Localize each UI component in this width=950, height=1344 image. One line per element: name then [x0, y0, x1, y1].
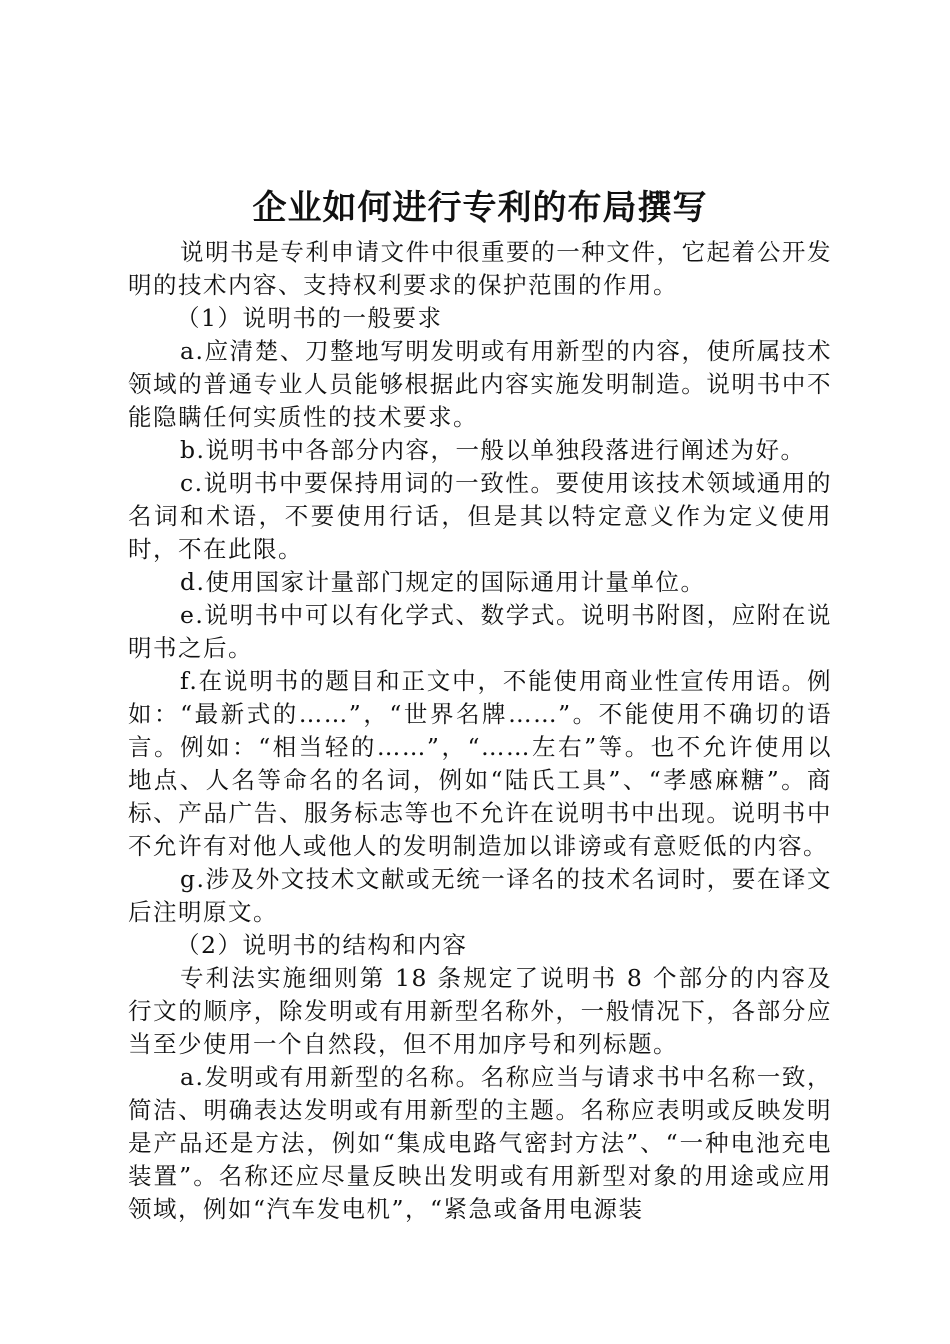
section-heading-structure-content: （2）说明书的结构和内容 [176, 931, 468, 959]
paragraph-item-f: f.在说明书的题目和正文中，不能使用商业性宣传用语。例如：“最新式的……”，“世界名牌……”。不能使用不确切的语言。例如：“相当轻的……”，“……左右”等。也不允许使用以地点、人名等命名的名词，例如“陆氏工具”、“孝感麻糖”。商标、产品广告、服务标志等也不允许在说明书中出现。说明书中不允许有对他人或他人的发明制造加以诽谤或有意贬低的内容。 [128, 667, 832, 860]
paragraph-item-d: d.使用国家计量部门规定的国际通用计量单位。 [180, 568, 706, 596]
paragraph-item-c: c.说明书中要保持用词的一致性。要使用该技术领域通用的名词和术语，不要使用行话，但是其以特定意义作为定义使用时，不在此限。 [128, 469, 832, 563]
paragraph-item-g: g.涉及外文技术文献或无统一译名的技术名词时，要在译文后注明原文。 [128, 865, 832, 926]
paragraph-structure-item-a: a.发明或有用新型的名称。名称应当与请求书中名称一致，简洁、明确表达发明或有用新型的主题。名称应表明或反映发明是产品还是方法，例如“集成电路气密封方法”、“一种电池充电装置”。名称还应尽量反映出发明或有用新型对象的用途或应用领域，例如“汽车发电机”，“紧急或备用电源装 [128, 1063, 832, 1223]
document-page [128, 184, 832, 1226]
paragraph-item-e: e.说明书中可以有化学式、数学式。说明书附图，应附在说明书之后。 [128, 601, 832, 662]
paragraph-structure-intro: 专利法实施细则第 18 条规定了说明书 8 个部分的内容及行文的顺序，除发明或有用新型名称外，一般情况下，各部分应当至少使用一个自然段，但不用加序号和列标题。 [128, 964, 832, 1058]
section-heading-general-requirements: （1）说明书的一般要求 [176, 304, 443, 332]
document-title: 企业如何进行专利的布局撰写 [252, 188, 708, 228]
paragraph-item-b: b.说明书中各部分内容，一般以单独段落进行阐述为好。 [180, 436, 806, 464]
paragraph-intro: 说明书是专利申请文件中很重要的一种文件，它起着公开发明的技术内容、支持权利要求的保护范围的作用。 [128, 238, 832, 299]
paragraph-item-a: a.应清楚、刀整地写明发明或有用新型的内容，使所属技术领域的普通专业人员能够根据此内容实施发明制造。说明书中不能隐瞒任何实质性的技术要求。 [128, 337, 832, 431]
